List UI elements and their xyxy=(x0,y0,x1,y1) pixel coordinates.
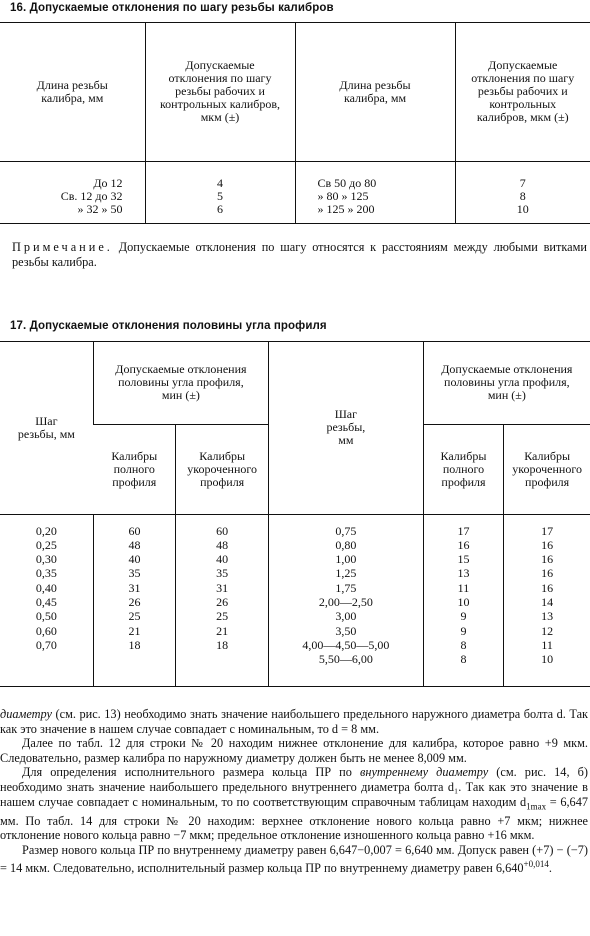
table17-header-deviation-right: Допускаемые отклонения половины угла профиля, мин (±) xyxy=(423,342,590,424)
table17-left-full: 21 xyxy=(128,623,141,638)
paragraph xyxy=(0,736,588,765)
paragraph xyxy=(0,843,588,876)
table17-left-short: 48 xyxy=(216,537,229,552)
table17-right-short: 16 xyxy=(541,580,554,595)
table17-right-full: 9 xyxy=(460,623,467,638)
table17-left-short: 18 xyxy=(216,637,229,652)
paragraph-text: Для определения исполнительного размера кольца ПР по xyxy=(22,765,352,780)
table16 xyxy=(0,23,590,224)
table17-left-full: 48 xyxy=(128,537,141,552)
table17-right-pitch: 1,00 xyxy=(335,552,357,567)
table16-right-value: 10 xyxy=(516,201,529,216)
paragraph xyxy=(0,765,588,842)
table17-right-pitch: 3,00 xyxy=(335,609,357,624)
table17-right-full: 11 xyxy=(457,580,470,595)
table17-left-short: 60 xyxy=(216,523,229,538)
table17-right-pitch: 0,80 xyxy=(335,537,357,552)
table17-header-full-right: Калибры полного профиля xyxy=(423,424,504,514)
table17-header-deviation-left: Допускаемые отклонения половины угла профиля, мин (±) xyxy=(93,342,268,424)
table17-right-pitch: 1,25 xyxy=(335,566,357,581)
paragraph-text: . xyxy=(548,861,552,876)
table17-left-pitch: 0,25 xyxy=(35,537,57,552)
table16-left-value: 6 xyxy=(217,201,223,216)
table17-right-full: 8 xyxy=(460,637,467,652)
table16-right-value: 8 xyxy=(519,188,526,203)
table17-left-pitch: 0,30 xyxy=(35,552,57,567)
table17-right-pitch: 4,00—4,50—5,00 xyxy=(302,637,390,652)
table17-caption: 17. Допускаемые отклонения половины угла профиля xyxy=(10,320,327,332)
table17-left-short: 40 xyxy=(216,552,229,567)
paragraph-text: = 6,647 мм. По табл. 14 для строки № 20 находим: верхнее отклонение нового кольца равно +7 мкм; нижнее отклонение нового кольца равно −7 мкм; предельное отклонение изношенного кольца равно +16 мкм. xyxy=(0,794,588,843)
table17-right-pitch: 2,00—2,50 xyxy=(318,594,373,609)
table17-header-short-left: Калибры укороченного профиля xyxy=(176,424,269,514)
table17-right-short: 12 xyxy=(541,623,554,638)
table17-right-short: 10 xyxy=(541,652,554,667)
table16-left-value: 5 xyxy=(217,188,223,203)
table17-right-full: 13 xyxy=(457,566,470,581)
table17-left-full: 60 xyxy=(128,523,141,538)
table17-left-pitch: 0,35 xyxy=(35,566,57,581)
table16-caption: 16. Допускаемые отклонения по шагу резьбы калибров xyxy=(10,2,334,14)
table17-left-short: 31 xyxy=(216,580,229,595)
table17-left-pitch: 0,45 xyxy=(35,594,57,609)
table17-right-full: 15 xyxy=(457,552,470,567)
table16-right-range: » 80 » 125 xyxy=(317,188,369,203)
table16-note xyxy=(12,240,587,270)
table17-left-pitch: 0,60 xyxy=(35,623,57,638)
table17-left-pitch: 0,20 xyxy=(35,523,57,538)
table17-right-short: 11 xyxy=(541,637,553,652)
table16-left-range: Св. 12 до 32 xyxy=(60,188,123,203)
table17-header-short-right: Калибры укороченного профиля xyxy=(504,424,590,514)
table16-left-value: 4 xyxy=(217,175,223,190)
table16-header-length-left: Длина резьбы калибра, мм xyxy=(36,77,108,105)
subscript: 1max xyxy=(526,801,547,812)
table17-left-full: 31 xyxy=(128,580,141,595)
table16-right-value: 7 xyxy=(519,175,526,190)
table16-left-range: » 32 » 50 xyxy=(77,201,123,216)
superscript: +0,014 xyxy=(523,859,549,870)
table17-left-pitch: 0,70 xyxy=(35,637,57,652)
table16-header-length-right: Длина резьбы калибра, мм xyxy=(295,23,455,161)
italic-term: диаметру xyxy=(0,707,52,721)
table17-left-pitch: 0,50 xyxy=(35,609,57,624)
paragraph-text: (см. рис. 14, б) необходимо знать значение наибольшего предельного внутреннего диаметра болта d₁. Так как это значение в нашем случае совпадает с номинальным, то по соответствующим справочным таблицам находим d xyxy=(0,765,588,809)
table17 xyxy=(0,342,590,687)
table17-left-full: 25 xyxy=(128,609,141,624)
table17-right-full: 9 xyxy=(460,609,467,624)
italic-term: внутреннему диаметру xyxy=(360,765,489,780)
table17-right-pitch: 0,75 xyxy=(335,523,357,538)
table17-right-short: 17 xyxy=(541,523,554,538)
table16-header-deviation-left: Допускаемые отклонения по шагу резьбы рабочих и контрольных калибров, мкм (±) xyxy=(145,23,295,161)
paragraph-text: Далее по табл. 12 для строки № 20 находим нижнее отклонение для калибра, которое равно +9 мкм. Следовательно, размер калибра по наружному диаметру должен быть не менее 8,009 мм. xyxy=(0,736,588,765)
table17-right-full: 17 xyxy=(457,523,470,538)
table16-header-deviation-right: Допускаемые отклонения по шагу резьбы рабочих и контрольных калибров, мкм (±) xyxy=(455,23,590,161)
table17-left-full: 18 xyxy=(128,637,141,652)
table17-right-full: 10 xyxy=(457,594,470,609)
table17-left-pitch: 0,40 xyxy=(35,580,57,595)
table17-left-short: 26 xyxy=(216,594,229,609)
table17-header-pitch-left: Шаг резьбы, мм xyxy=(0,342,93,514)
table17-right-full: 16 xyxy=(457,537,470,552)
table16-header-row xyxy=(0,23,590,161)
table17-left-full: 35 xyxy=(128,566,141,581)
table17-right-short: 14 xyxy=(541,594,554,609)
table17-right-pitch: 1,75 xyxy=(335,580,357,595)
note-text: Допускаемые отклонения по шагу относятся к расстояниям между любыми витками резьбы калибра. xyxy=(12,240,587,269)
paragraph-text: Размер нового кольца ПР по внутреннему диаметру равен 6,647−0,007 = 6,640 мм. Допуск равен (+7) − (−7) = 14 мкм. Следовательно, исполнительный размер кольца ПР по внутреннему диаметру равен 6,640 xyxy=(0,842,588,876)
table16-left-range: До 12 xyxy=(93,175,123,190)
table17-header-full-left: Калибры полного профиля xyxy=(93,424,175,514)
table16-right-range: Св 50 до 80 xyxy=(317,175,377,190)
table17-right-full: 8 xyxy=(460,652,467,667)
table17-left-full: 40 xyxy=(128,552,141,567)
table17-left-short: 35 xyxy=(216,566,229,581)
table17-right-short: 16 xyxy=(541,566,554,581)
table17-right-short: 13 xyxy=(541,609,554,624)
note-label: Примечание. xyxy=(12,240,113,254)
table17-right-pitch: 3,50 xyxy=(335,623,357,638)
table17-header-pitch-right: Шаг резьбы, мм xyxy=(269,342,424,514)
table17-right-pitch: 5,50—6,00 xyxy=(318,652,373,667)
body-text xyxy=(0,707,588,876)
table17-right-short: 16 xyxy=(541,537,554,552)
table16-body-row xyxy=(0,161,590,223)
paragraph-text: (см. рис. 13) необходимо знать значение наибольшего предельного наружного диаметра болта d. Так как это значение в нашем случае совпадает с номинальным, то d = 8 мм. xyxy=(0,707,589,736)
table17-left-full: 26 xyxy=(128,594,141,609)
table16-right-range: » 125 » 200 xyxy=(317,201,375,216)
table17-left-short: 25 xyxy=(216,609,229,624)
table17-left-short: 21 xyxy=(216,623,229,638)
paragraph xyxy=(0,707,588,736)
table17-right-short: 16 xyxy=(541,552,554,567)
